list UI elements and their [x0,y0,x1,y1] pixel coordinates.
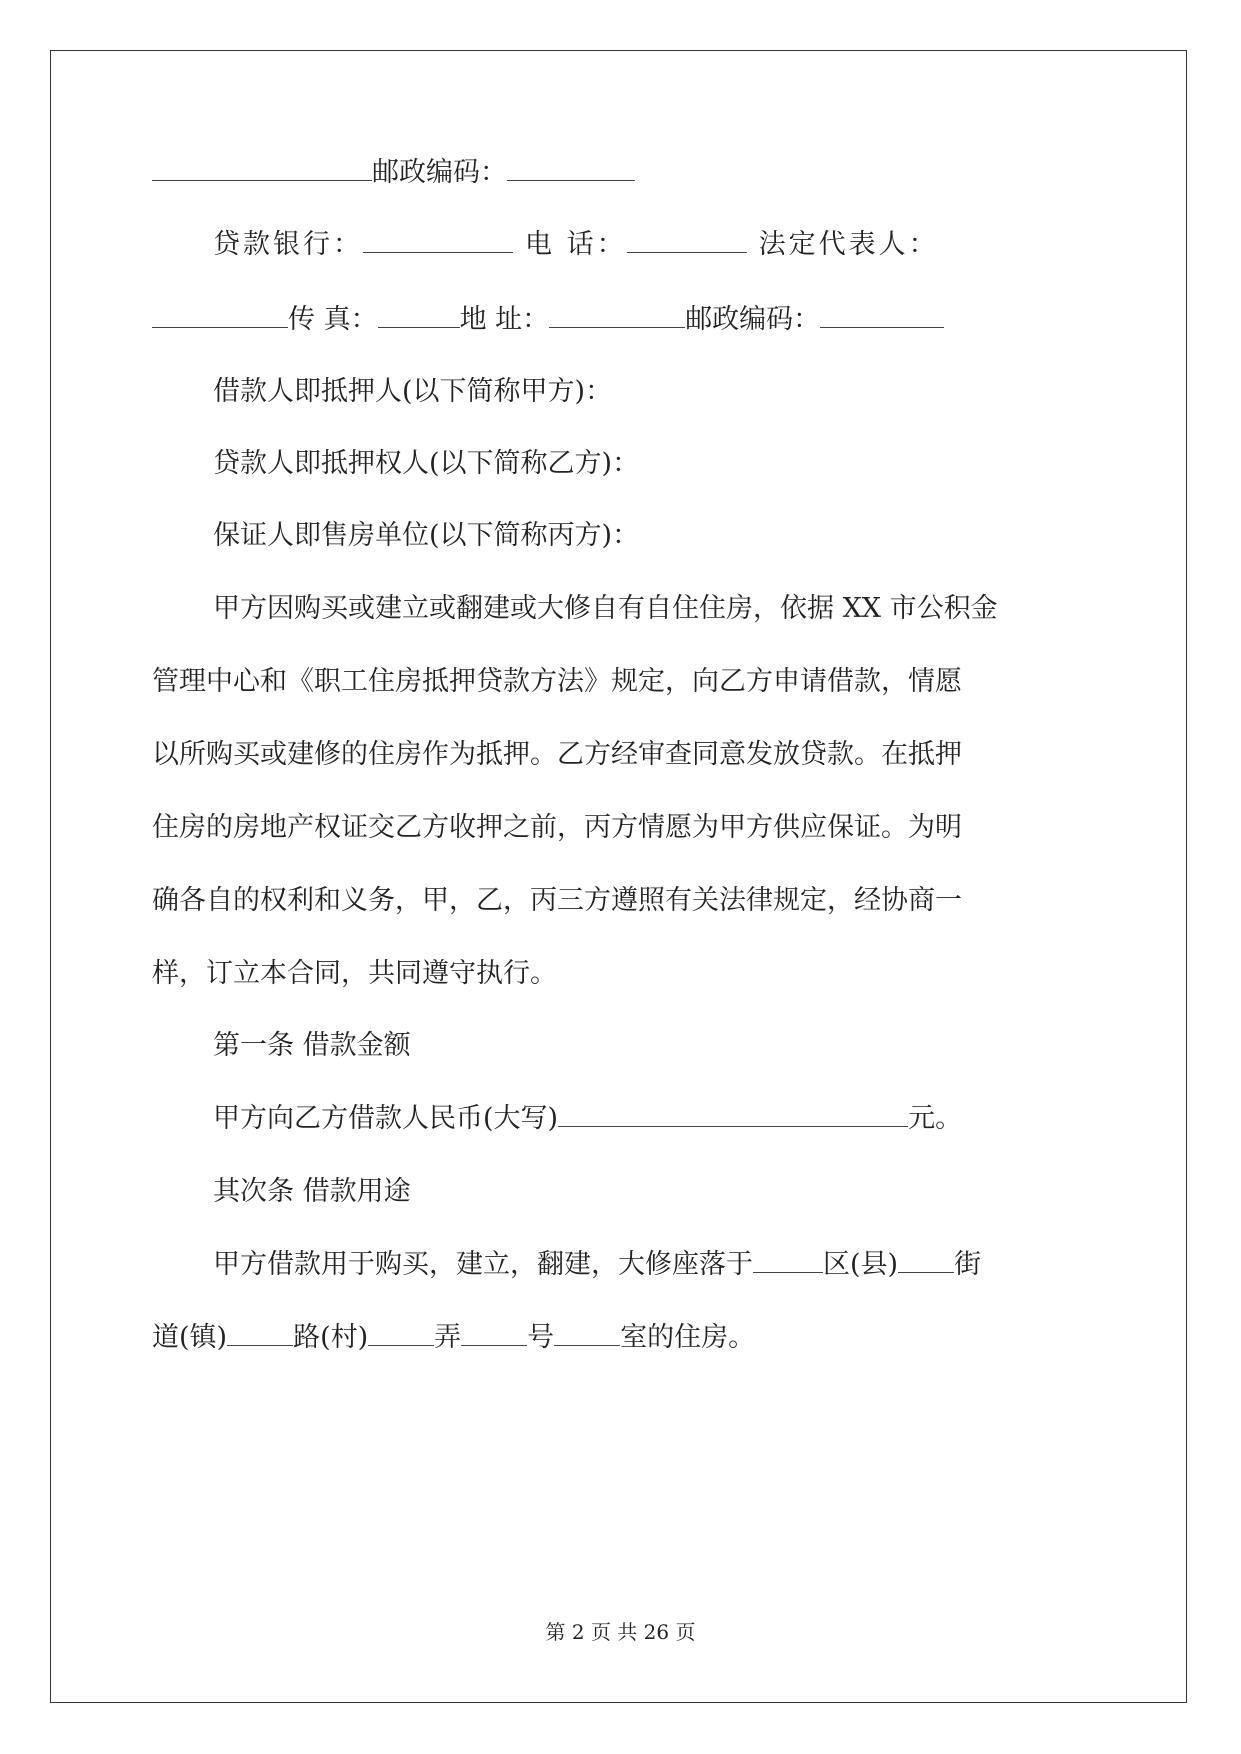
label-lane: 弄 [434,1322,462,1353]
label-postal-code: 邮政编码： [372,157,507,188]
label-yuan: 元。 [908,1103,963,1134]
label-lender-bank: 贷款银行： [213,229,363,260]
page-border [50,50,1187,1703]
party-a-line: 借款人即抵押人(以下简称甲方)： [213,376,613,407]
blank-field[interactable] [152,156,372,181]
blank-field[interactable] [898,1248,954,1273]
blank-field[interactable] [549,303,685,328]
label-district: 区(县) [823,1249,899,1280]
blank-field[interactable] [507,156,635,181]
label-town: 道(镇) [152,1322,228,1353]
label-phone: 电 话： [525,229,627,260]
loan-purpose-line [152,1245,1153,1285]
lender-bank-line [152,225,1153,265]
blank-field[interactable] [227,1321,293,1346]
loan-address-line [152,1318,1092,1358]
blank-field[interactable] [461,1321,527,1346]
paragraph-line: 管理中心和《职工住房抵押贷款方法》规定，向乙方申请借款，情愿 [152,666,962,697]
label-room: 室的住房。 [620,1322,756,1353]
paragraph-line: 以所购买或建修的住房作为抵押。乙方经审查同意发放贷款。在抵押 [152,739,962,770]
article-1-heading: 第一条 借款金额 [213,1030,411,1061]
label-legal-rep: 法定代表人： [758,229,939,260]
paragraph-line: 住房的房地产权证交乙方收押之前，丙方情愿为甲方供应保证。为明 [152,812,962,843]
party-b-line: 贷款人即抵押权人(以下简称乙方)： [213,448,640,479]
blank-field[interactable] [558,1102,908,1127]
label-fax: 传 真： [288,304,378,335]
blank-field[interactable] [368,1321,434,1346]
article-2-heading: 其次条 借款用途 [213,1176,411,1207]
blank-field[interactable] [820,303,944,328]
blank-field[interactable] [152,303,288,328]
blank-field[interactable] [554,1321,620,1346]
label-loan-purpose: 甲方借款用于购买，建立，翻建，大修座落于 [213,1249,753,1280]
label-road: 路(村) [293,1322,369,1353]
blank-field[interactable] [753,1248,823,1273]
blank-field[interactable] [378,303,460,328]
fax-address-line [152,300,1092,340]
label-number: 号 [527,1322,555,1353]
label-street: 街 [954,1249,982,1280]
paragraph-line: 样，订立本合同，共同遵守执行。 [152,958,557,989]
paragraph-line: 甲方因购买或建立或翻建或大修自有自住住房，依据 XX 市公积金 [213,593,998,624]
paragraph-line: 确各自的权利和义务，甲，乙，丙三方遵照有关法律规定，经协商一 [152,885,962,916]
page-number: 第 2 页 共 26 页 [545,1620,696,1644]
loan-amount-line [152,1099,1153,1139]
party-c-line: 保证人即售房单位(以下简称丙方)： [213,520,640,551]
label-address: 地 址： [459,304,550,335]
blank-field[interactable] [363,228,513,253]
label-loan-amount: 甲方向乙方借款人民币(大写) [213,1103,559,1134]
label-postal-code: 邮政编码： [685,304,821,335]
postal-line-1 [152,153,1092,193]
blank-field[interactable] [627,228,747,253]
